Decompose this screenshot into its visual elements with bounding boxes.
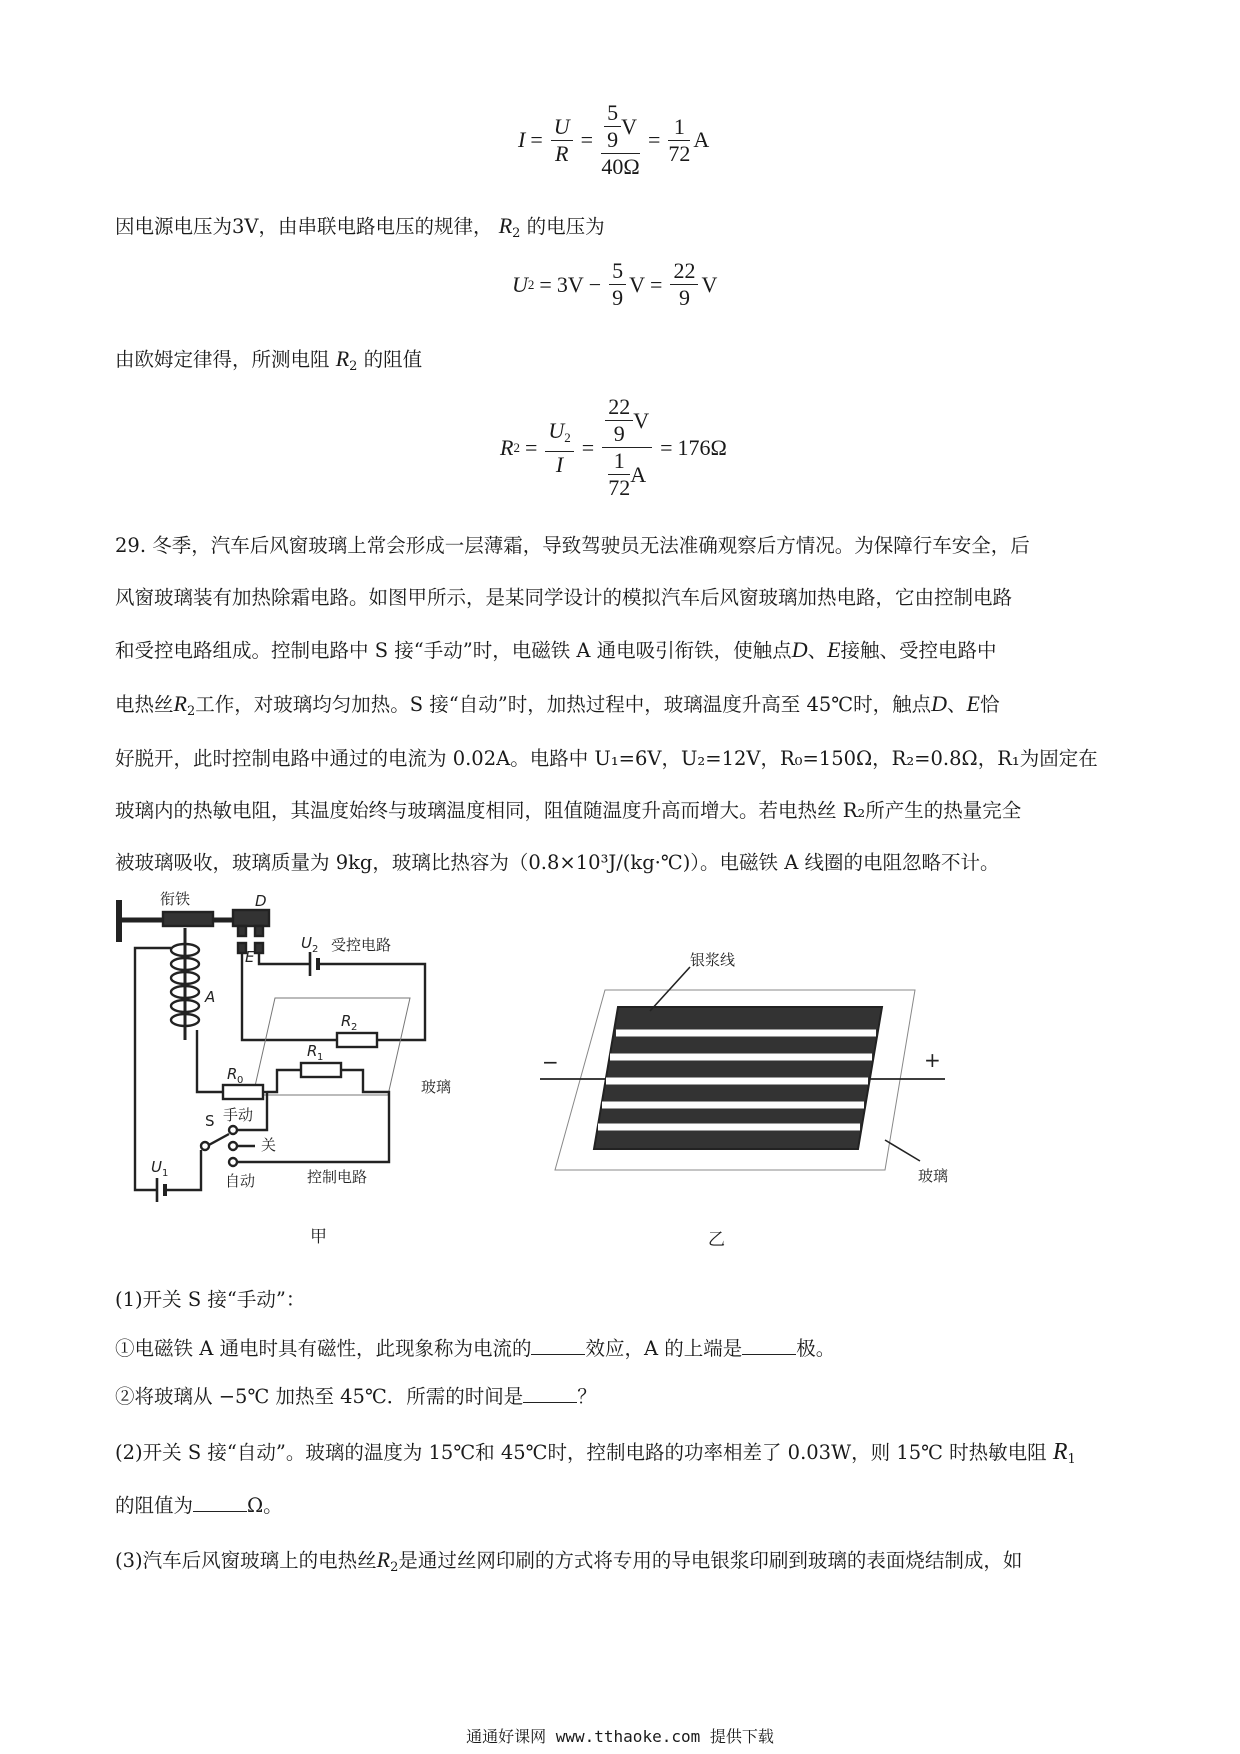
sub3-var: R [376,1547,391,1572]
eq1-unit-a: A [693,127,710,152]
figure-yi-rear-window [540,945,960,1250]
q29-p3b: 、 [807,639,828,662]
eq2-lhs: U [512,271,528,297]
eq1-res-d: 72 [668,140,691,166]
label-s: S [205,1112,215,1130]
label-glass: 玻璃 [421,1078,452,1096]
q29-p3a: 和受控电路组成。控制电路中 S 接“手动”时，电磁铁 A 通电吸引衔铁，使触点 [115,639,792,662]
eq1-result-fraction [668,114,690,167]
sub3-b: 是通过丝网印刷的方式将专用的导电银浆印刷到玻璃的表面烧结制成，如 [398,1549,1023,1572]
line1-var: R [498,213,513,238]
line1-end: 的电压为 [526,215,605,238]
sub1-q2b: ？ [577,1385,597,1408]
eq2-res-frac [670,258,698,311]
q29-p4c: 、 [946,693,967,716]
sub1-q1c: 极。 [796,1337,836,1360]
eq3-ui-frac [545,418,573,478]
sub3-line1 [115,1546,1022,1582]
sub2-b: 的阻值为 [115,1494,194,1517]
sub1-q1 [115,1335,835,1363]
q29-r-sub: 2 [186,704,196,719]
sub1-q1a: ①电磁铁 A 通电时具有磁性，此现象称为电流的 [115,1337,532,1360]
label-d: D [255,892,267,910]
q29-p4d: 恰 [979,693,1000,716]
label-e: E [245,948,255,966]
sub1-head: (1)开关 S 接“手动”： [115,1288,306,1311]
text-line-source-voltage [115,212,605,248]
label-r2-sub: 2 [351,1022,358,1033]
q29-p3c: 接触、受控电路中 [840,639,997,662]
eq1-5: 5 [604,100,621,127]
equation-u2: U 2 = 3V − $\frac{5}{9}$ V = $\frac{22}{9}$ V [512,258,718,310]
eq1-unit-v: V [621,113,637,139]
blank-resistance[interactable] [193,1495,247,1512]
sub3-a: (3)汽车后风窗玻璃上的电热丝 [115,1549,377,1572]
pointer-silver [650,967,690,1011]
sub3-var-sub: 2 [390,1560,399,1575]
label-a: A [205,988,216,1006]
contact-d [233,910,269,926]
line2-end: 的阻值 [363,348,423,371]
eq3-b-n: 1 [608,448,630,475]
label-manual: 手动 [223,1106,254,1124]
text-line-ohms-law [115,345,422,381]
q29-p4a: 电热丝 [115,693,174,716]
q29-e2: E [966,691,980,716]
line1-sub: 2 [512,226,521,241]
eq1-res-n: 1 [668,114,690,141]
sub1-q2 [115,1383,597,1411]
eq3-lhs: R [500,434,514,460]
label-u2: U [301,934,312,952]
q29-d2: D [931,691,947,716]
sub1-q2a: ②将玻璃从 −5℃ 加热至 45℃．所需的时间是 [115,1385,524,1408]
label-silver-line: 银浆线 [690,951,736,969]
eq2-minus: − [588,271,602,297]
label-r0: R [227,1065,238,1083]
caption-yi: 乙 [708,1230,725,1250]
eq2-3v: 3V [556,271,584,297]
line2-var: R [335,346,350,371]
label-minus: − [542,1050,559,1074]
q29-line-3 [115,636,997,665]
eq3-a-n: 22 [605,394,633,421]
eq1-r: R [554,140,569,166]
eq1-ur-fraction [551,114,573,167]
page-footer: 通通好课网 www.tthaoke.com 提供下载 [466,1727,774,1746]
line2-sub: 2 [349,359,358,374]
sub2-var: R [1052,1439,1068,1465]
label-u1-sub: 1 [162,1168,169,1179]
sub1-q1b: 效应，A 的上端是 [585,1337,743,1360]
label-u1: U [151,1158,162,1176]
resistor-r1 [301,1063,341,1077]
q29-e: E [827,637,841,662]
line1-text: 因电源电压为3V，由串联电路电压的规律， [115,215,493,238]
label-armature: 衔铁 [160,890,191,908]
caption-jia: 甲 [310,1227,327,1247]
eq2-res-n: 22 [670,258,698,285]
sub2-var-sub: 1 [1067,1452,1076,1467]
figure-jia-circuit [105,890,525,1250]
eq1-40ohm: 40Ω [601,154,640,179]
sub2-line1 [115,1438,1076,1474]
eq2-res-d: 9 [678,285,690,310]
label-yi-glass: 玻璃 [918,1167,949,1185]
sub2-line2 [115,1492,283,1520]
q29-line-5: 好脱开，此时控制电路中通过的电流为 0.02A。电路中 U₁=6V，U₂=12V，R₀=150Ω，R₂=0.8Ω，R₁为固定在 [115,747,1098,770]
eq2-lhs-sub: 2 [527,276,535,292]
q29-line-1: 29. 冬季，汽车后风窗玻璃上常会形成一层薄霜，导致驾驶员无法准确观察后方情况。为保障行车安全，后 [115,534,1030,557]
resistor-r0 [223,1085,263,1099]
label-auto: 自动 [225,1172,256,1190]
label-r1-sub: 1 [317,1052,324,1063]
line2-text: 由欧姆定律得，所测电阻 [115,348,330,371]
equation-current: I = $\frac{U}{R}$ = $\frac{5}{9}$ V 40Ω = $\frac{1}{72}$ A [518,100,710,179]
sub2-c: Ω。 [247,1494,283,1517]
eq3-lhs-sub: 2 [513,439,520,455]
blank-pole[interactable] [742,1338,796,1355]
q29-line-4 [115,690,999,726]
eq1-lhs: I [518,127,526,152]
eq2-unit2: V [701,271,718,297]
eq2-fd: 9 [612,285,624,310]
switch-s [207,1134,229,1146]
eq3-result: 176Ω [677,434,727,460]
armature-block [163,912,213,926]
q29-line-2: 风窗玻璃装有加热除霜电路。如图甲所示，是某同学设计的模拟汽车后风窗玻璃加热电路，它由控制电路 [115,586,1013,609]
eq3-i: I [555,451,564,477]
label-controlled-circuit: 受控电路 [331,936,392,954]
equation-r2: R 2 = $\frac{U_2}{I}$ = $\frac{22}{9}$ V $\frac{1}{72}$ A = 176Ω [500,394,727,500]
eq1-u: U [551,114,573,141]
eq3-a-d: 9 [613,421,625,446]
eq3-a-unit: V [633,407,650,433]
label-r1: R [307,1042,318,1060]
eq1-compound-fraction [601,100,640,180]
eq2-unit: V [629,271,646,297]
q29-p4b: 工作，对玻璃均匀加热。S 接“自动”时，加热过程中，玻璃温度升高至 45℃时，触点 [195,693,932,716]
q29-line-7: 被玻璃吸收，玻璃质量为 9kg，玻璃比热容为（0.8×10³J/(kg·℃)）。电磁铁 A 线圈的电阻忽略不计。 [115,851,1000,874]
blank-effect[interactable] [531,1338,585,1355]
eq3-u: U [548,417,565,443]
label-r2: R [341,1012,352,1030]
pointer-glass [885,1140,920,1161]
eq1-9: 9 [607,127,619,152]
eq3-u-sub: 2 [564,429,571,445]
label-r0-sub: 0 [237,1075,244,1086]
q29-d: D [791,637,808,662]
label-control-circuit: 控制电路 [307,1168,368,1186]
electromagnet-coil-a [171,944,199,1026]
label-off: 关 [261,1136,277,1154]
eq3-compound-frac [602,394,652,501]
label-u2-sub: 2 [312,944,319,955]
eq3-b-d: 72 [608,475,631,500]
eq2-fn: 5 [609,258,626,285]
label-plus: + [924,1048,941,1072]
q29-r: R [173,691,187,716]
eq2-frac [609,258,626,311]
eq3-b-unit: A [630,461,647,487]
resistor-r2 [337,1033,377,1047]
q29-line-6: 玻璃内的热敏电阻，其温度始终与玻璃温度相同，阻值随温度升高而增大。若电热丝 R₂所产生的热量完全 [115,799,1022,822]
sub2-a: (2)开关 S 接“自动”。玻璃的温度为 15℃和 45℃时，控制电路的功率相差了 0.03W，则 15℃ 时热敏电阻 [115,1441,1047,1464]
blank-time[interactable] [523,1386,577,1403]
